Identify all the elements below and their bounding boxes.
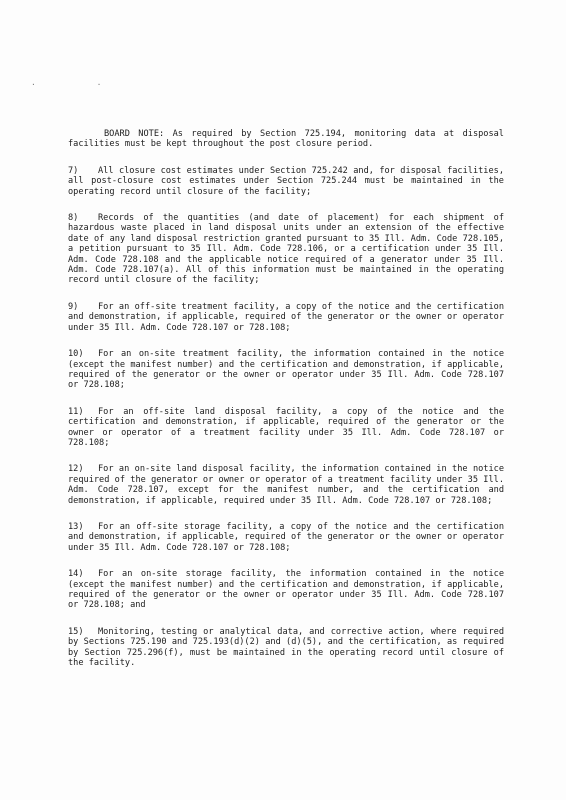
item-text: For an on-site treatment facility, the information contained in the notice (except the manifest number) and the certification and demonstration, if applicable, required of the generator or the owner or operator under 35 Ill. Adm. Code 728.107 or 728.108; [68, 349, 504, 391]
item-number: 15) [68, 626, 84, 637]
item-text: For an on-site storage facility, the information contained in the notice (except the manifest number) and the certification and demonstration, if applicable, required of the generator or the owner or operator under 35 Ill. Adm. Code 728.107 or 728.108; and [68, 569, 504, 611]
item-text: For an off-site land disposal facility, a copy of the notice and the certification and demonstration, if applicable, required of the generator or the owner or operator of a treatment facility under 35 Ill. Adm. Code 728.107 or 728.108; [68, 406, 504, 448]
record-item-9 [68, 302, 504, 333]
item-number: 7) [68, 165, 79, 176]
item-text: For an off-site storage facility, a copy of the notice and the certification and demonstration, if applicable, required of the generator or the owner or operator under 35 Ill. Adm. Code 728.107 or 728.108; [68, 521, 504, 553]
item-text: Monitoring, testing or analytical data, and corrective action, where required by Sections 725.190 and 725.193(d)(2) and (d)(5), and the certification, as required by Section 725.296(f), must be maintained in the operating record until closure of the facility. [68, 626, 504, 669]
record-item-10 [68, 349, 504, 391]
item-text: For an off-site treatment facility, a copy of the notice and the certification and demonstration, if applicable, required of the generator or the owner or operator under 35 Ill. Adm. Code 728.107 or 728.108; [68, 301, 504, 333]
item-text: All closure cost estimates under Section 725.242 and, for disposal facilities, all post-closure cost estimates under Section 725.244 must be maintained in the operating record until closure of the facility; [68, 165, 504, 197]
item-text: For an on-site land disposal facility, the information contained in the notice required of the generator or owner or operator of a treatment facility under 35 Ill. Adm. Code 728.107, except for the manifest number, and the certification and demonstration, if applicable, required under 35 Ill. Adm. Code 728.107 or 728.108; [68, 464, 504, 506]
record-item-13 [68, 522, 504, 553]
item-number: 14) [68, 569, 84, 580]
board-note: BOARD NOTE: As required by Section 725.194, monitoring data at disposal facilities must be kept throughout the post closure period. [68, 129, 504, 150]
record-item-7 [68, 166, 504, 197]
record-item-14 [68, 569, 504, 611]
record-item-15 [68, 627, 504, 669]
item-number: 11) [68, 406, 84, 417]
item-text: Records of the quantities (and date of placement) for each shipment of hazardous waste placed in land disposal units under an extension of the effective date of any land disposal restriction granted pursuant to 35 Ill. Adm. Code 728.105, a petition pursuant to 35 Ill. Adm. Code 728.106, or a certification under 35 Ill. Adm. Code 728.108 and the applicable notice required of a generator under 35 Ill. Adm. Code 728.107(a). All of this information must be maintained in the operating record until closure of the facility; [68, 213, 504, 286]
item-number: 12) [68, 464, 84, 475]
item-number: 13) [68, 521, 84, 532]
record-item-8 [68, 213, 504, 286]
item-number: 10) [68, 349, 84, 360]
record-item-12 [68, 464, 504, 506]
item-number: 8) [68, 213, 79, 224]
item-number: 9) [68, 301, 79, 312]
document-body [68, 129, 504, 668]
record-item-11 [68, 407, 504, 449]
scan-marks: . . [31, 78, 130, 87]
